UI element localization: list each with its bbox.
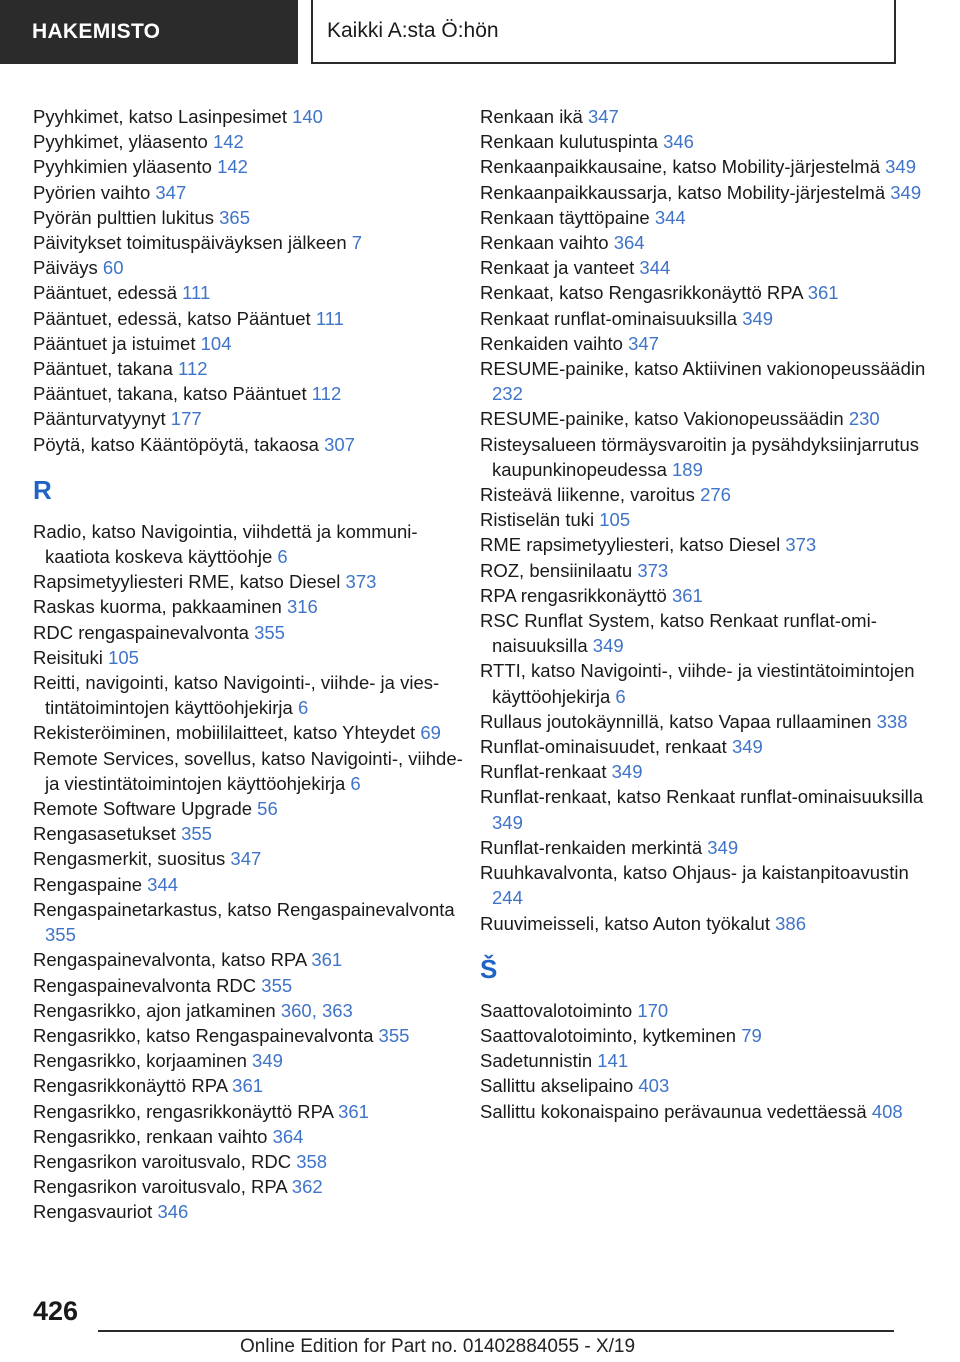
index-entry bbox=[480, 835, 930, 860]
index-entry-page-link[interactable]: 355 bbox=[45, 924, 76, 946]
index-entry bbox=[480, 104, 930, 129]
index-entry-page-link[interactable]: 361 bbox=[807, 282, 839, 304]
index-entry bbox=[33, 1199, 473, 1224]
index-entry-text: Renkaan kulutuspinta bbox=[480, 131, 664, 153]
index-entry bbox=[33, 796, 473, 821]
index-entry-text: Päänturvatyynyt bbox=[33, 408, 171, 430]
index-entry-page-link[interactable]: 189 bbox=[672, 458, 703, 480]
index-entry bbox=[480, 1073, 930, 1098]
index-entry-page-link[interactable]: 104 bbox=[200, 332, 232, 354]
index-entry-text: Rengaspainetarkastus, katso Rengaspainevalvonta bbox=[33, 898, 455, 920]
index-entry-page-link[interactable]: 347 bbox=[628, 332, 659, 354]
index-entry-page-link[interactable]: 347 bbox=[587, 106, 619, 127]
index-entry bbox=[33, 594, 473, 619]
index-entry-text: ROZ, bensiinilaatu bbox=[480, 559, 638, 581]
index-entry-page-link[interactable]: 361 bbox=[671, 584, 703, 606]
index-entry-page-link[interactable]: 6 bbox=[277, 546, 288, 568]
index-entry bbox=[33, 406, 473, 431]
index-entry bbox=[33, 846, 473, 871]
index-entry-text: Renkaanpaikkausaine, katso Mobility-järjestelmä bbox=[480, 156, 886, 178]
index-entry-text: Renkaat runflat-ominaisuuksilla bbox=[480, 307, 743, 329]
index-entry-text: Päivitykset toimituspäiväyksen jälkeen bbox=[33, 232, 352, 254]
index-entry-page-link[interactable]: 79 bbox=[741, 1024, 762, 1046]
index-entry-page-link[interactable]: 344 bbox=[654, 206, 686, 228]
index-entry-text: Pääntuet, takana, katso Pääntuet bbox=[33, 383, 312, 405]
section-tab-label: HAKEMISTO bbox=[0, 0, 298, 64]
index-entry bbox=[33, 897, 473, 947]
index-entry-text: Pöytä, katso Kääntöpöytä, takaosa bbox=[33, 433, 325, 455]
index-entry bbox=[480, 432, 930, 482]
index-entry bbox=[480, 306, 930, 331]
index-entry bbox=[33, 104, 473, 129]
index-entry-text: Renkaan täyttöpaine bbox=[480, 206, 655, 228]
index-entry-page-link[interactable]: 349 bbox=[707, 836, 739, 858]
index-entry-text: RTTI, katso Navigointi-, viihde- ja viestintätoimintojen käyttöohjekirja bbox=[480, 660, 915, 707]
index-entry-page-link[interactable]: 230 bbox=[848, 408, 880, 430]
index-entry-text: Runflat-renkaiden merkintä bbox=[480, 836, 708, 858]
index-entry-text: RPA rengasrikkonäyttö bbox=[480, 584, 672, 606]
index-entry bbox=[33, 872, 473, 897]
index-entry bbox=[33, 205, 473, 230]
page-number: 426 bbox=[33, 1296, 79, 1326]
index-entry-page-link[interactable]: 355 bbox=[378, 1024, 410, 1046]
index-entry bbox=[480, 482, 930, 507]
index-entry-text: Renkaan vaihto bbox=[480, 232, 614, 254]
index-entry-page-link[interactable]: 6 bbox=[297, 697, 309, 719]
index-entry bbox=[480, 784, 930, 834]
index-entry bbox=[480, 558, 930, 583]
page-header bbox=[0, 0, 960, 66]
index-entry bbox=[33, 154, 473, 179]
index-letter-heading: R bbox=[33, 474, 52, 505]
index-entry-page-link[interactable]: 408 bbox=[871, 1100, 903, 1122]
index-entry bbox=[33, 331, 473, 356]
index-entry bbox=[33, 1073, 473, 1098]
index-entry-page-link[interactable]: 361 bbox=[338, 1100, 369, 1122]
index-entry-text: Reisituki bbox=[33, 646, 109, 668]
footer-edition-text: Online Edition for Part no. 01402884055 - X/19 bbox=[240, 1336, 636, 1357]
index-entry-text: Rengasmerkit, suositus bbox=[33, 848, 231, 870]
index-entry bbox=[33, 569, 473, 594]
index-entry-text: Pyörän pulttien lukitus bbox=[33, 206, 220, 228]
index-entry-page-link[interactable]: 403 bbox=[638, 1075, 670, 1097]
index-entry bbox=[480, 709, 930, 734]
index-entry bbox=[480, 998, 930, 1023]
index-entry-text: Renkaan ikä bbox=[480, 106, 588, 127]
index-entry bbox=[33, 255, 473, 280]
index-entry bbox=[33, 519, 473, 569]
index-entry-page-link[interactable]: 56 bbox=[257, 798, 278, 820]
index-entry bbox=[33, 998, 473, 1023]
index-entry bbox=[480, 507, 930, 532]
index-entry bbox=[33, 670, 473, 720]
index-entry bbox=[33, 381, 473, 406]
index-entry-text: RESUME-painike, katso Vakionopeussäädin bbox=[480, 408, 849, 430]
index-entry bbox=[480, 280, 930, 305]
index-entry bbox=[33, 180, 473, 205]
index-entry-text: Remote Services, sovellus, katso Navigointi-, viihde- ja viestintätoimintojen käyttöohjekirja bbox=[33, 747, 463, 794]
index-entry-text: Renkaanpaikkaussarja, katso Mobility-järjestelmä bbox=[480, 181, 891, 203]
index-entry-text: Rapsimetyyliesteri RME, katso Diesel bbox=[33, 571, 346, 593]
index-entry-page-link[interactable]: 355 bbox=[181, 823, 212, 845]
index-entry-text: Remote Software Upgrade bbox=[33, 798, 258, 820]
index-entry-page-link[interactable]: 112 bbox=[178, 358, 208, 380]
index-entry-text: Rengasrikon varoitusvalo, RDC bbox=[33, 1150, 297, 1172]
footer-divider bbox=[98, 1330, 894, 1332]
index-entry-page-link[interactable]: 142 bbox=[217, 156, 248, 178]
index-entry bbox=[480, 734, 930, 759]
index-entry-page-link[interactable]: 362 bbox=[291, 1176, 323, 1198]
index-entry-text: RESUME-painike, katso Aktiivinen vakionopeussäädin bbox=[480, 358, 926, 380]
index-entry bbox=[33, 1023, 473, 1048]
index-entry-page-link[interactable]: 140 bbox=[292, 106, 323, 127]
index-entry-page-link[interactable]: 6 bbox=[615, 685, 626, 707]
index-entry-page-link[interactable]: 360, 363 bbox=[280, 999, 353, 1021]
index-entry bbox=[480, 205, 930, 230]
index-entry-text: Ruuvimeisseli, katso Auton työkalut bbox=[480, 912, 776, 934]
index-letter-heading: Š bbox=[480, 953, 498, 984]
index-entry-page-link[interactable]: 7 bbox=[351, 232, 363, 254]
index-entry-text: Rengasrikon varoitusvalo, RPA bbox=[33, 1176, 292, 1198]
index-entry-text: Risteysalueen törmäysvaroitin ja pysähdyksiinjarrutus kaupunkinopeudessa bbox=[480, 433, 920, 480]
index-entry-text: Päiväys bbox=[33, 257, 103, 279]
index-entry-page-link[interactable]: 349 bbox=[885, 156, 917, 178]
index-entry-page-link[interactable]: 346 bbox=[157, 1201, 189, 1223]
index-entry-text: Saattovalotoiminto bbox=[480, 999, 638, 1021]
index-entry bbox=[33, 620, 473, 645]
index-entry-text: Runflat-renkaat bbox=[480, 761, 612, 783]
index-entry-page-link[interactable]: 105 bbox=[599, 509, 631, 531]
index-entry-page-link[interactable]: 373 bbox=[345, 571, 377, 593]
index-entry-text: Pääntuet, edessä bbox=[33, 282, 183, 304]
index-entry-page-link[interactable]: 344 bbox=[147, 873, 179, 895]
index-entry bbox=[480, 129, 930, 154]
index-entry-text: Renkaat ja vanteet bbox=[480, 257, 640, 279]
index-entry-page-link[interactable]: 111 bbox=[182, 282, 211, 304]
index-entry-text: Sallittu kokonaispaino perävaunua vedettäessä bbox=[480, 1100, 872, 1122]
index-entry-text: RME rapsimetyyliesteri, katso Diesel bbox=[480, 534, 786, 556]
index-entry-page-link[interactable]: 316 bbox=[286, 596, 318, 618]
index-entry-page-link[interactable]: 361 bbox=[232, 1075, 264, 1097]
index-entry bbox=[480, 583, 930, 608]
index-entry-text: Rengaspaine bbox=[33, 873, 148, 895]
index-entry bbox=[33, 129, 473, 154]
index-entry-text: RDC rengaspainevalvonta bbox=[33, 621, 255, 643]
index-entry-text: Rengasrikko, katso Rengaspainevalvonta bbox=[33, 1024, 379, 1046]
index-entry-text: Rengasasetukset bbox=[33, 823, 182, 845]
index-entry-page-link[interactable]: 349 bbox=[592, 635, 624, 657]
index-entry-page-link[interactable]: 105 bbox=[108, 646, 139, 668]
index-entry-page-link[interactable]: 338 bbox=[876, 710, 908, 732]
index-entry-text: Rekisteröiminen, mobiililaitteet, katso Yhteydet bbox=[33, 722, 421, 744]
index-entry bbox=[33, 1099, 473, 1124]
index-entry-text: Rengasrikko, korjaaminen bbox=[33, 1050, 253, 1072]
index-entry-text: Sadetunnistin bbox=[480, 1050, 598, 1072]
index-entry-text: Rengasrikko, renkaan vaihto bbox=[33, 1125, 273, 1147]
index-entry-text: Ruuhkavalvonta, katso Ohjaus- ja kaistanpitoavustin bbox=[480, 862, 909, 884]
index-entry-text: Rengaspainevalvonta, katso RPA bbox=[33, 949, 312, 971]
index-entry-text: Raskas kuorma, pakkaaminen bbox=[33, 596, 287, 618]
index-entry-page-link[interactable]: 386 bbox=[775, 912, 806, 934]
index-entry-text: Saattovalotoiminto, kytkeminen bbox=[480, 1024, 742, 1046]
index-entry-text: Rengasrikko, rengasrikkonäyttö RPA bbox=[33, 1100, 339, 1122]
index-entry-text: Rullaus joutokäynnillä, katso Vapaa rullaaminen bbox=[480, 710, 877, 732]
index-entry-text: RSC Runflat System, katso Renkaat runflat-ominaisuuksilla bbox=[480, 610, 877, 657]
index-entry-page-link[interactable]: 112 bbox=[311, 383, 342, 405]
index-entry-page-link[interactable]: 276 bbox=[700, 484, 731, 506]
index-entry-text: Radio, katso Navigointia, viihdettä ja kommunikaatiota koskeva käyttöohje bbox=[33, 520, 418, 568]
index-column-right bbox=[480, 104, 930, 1124]
index-entry bbox=[33, 1174, 473, 1199]
index-entry bbox=[480, 658, 930, 708]
index-entry-page-link[interactable]: 232 bbox=[492, 383, 523, 405]
index-entry bbox=[480, 406, 930, 431]
index-entry bbox=[480, 860, 930, 910]
index-entry-page-link[interactable]: 347 bbox=[155, 181, 187, 203]
index-entry-text: Pyyhkimet, yläasento bbox=[33, 131, 213, 153]
index-entry bbox=[33, 280, 473, 305]
index-entry bbox=[33, 306, 473, 331]
index-entry-page-link[interactable]: 344 bbox=[639, 257, 671, 279]
index-entry-page-link[interactable]: 373 bbox=[637, 559, 669, 581]
index-entry-text: Renkaiden vaihto bbox=[480, 332, 629, 354]
index-entry-text: Rengasrikkonäyttö RPA bbox=[33, 1075, 233, 1097]
index-entry-text: Ristiselän tuki bbox=[480, 509, 600, 531]
index-entry-page-link[interactable]: 244 bbox=[492, 887, 523, 909]
index-entry bbox=[480, 1099, 930, 1124]
index-entry-text: Risteävä liikenne, varoitus bbox=[480, 484, 701, 506]
index-entry-page-link[interactable]: 349 bbox=[731, 736, 763, 758]
index-entry bbox=[33, 821, 473, 846]
index-entry bbox=[33, 720, 473, 745]
index-entry-text: Rengaspainevalvonta RDC bbox=[33, 974, 262, 996]
index-entry-page-link[interactable]: 349 bbox=[252, 1050, 283, 1072]
index-entry bbox=[33, 1149, 473, 1174]
index-entry bbox=[33, 947, 473, 972]
index-entry bbox=[33, 432, 473, 457]
index-entry bbox=[33, 1048, 473, 1073]
index-entry-page-link[interactable]: 358 bbox=[296, 1150, 328, 1172]
index-entry-page-link[interactable]: 373 bbox=[785, 534, 817, 556]
index-entry-page-link[interactable]: 60 bbox=[102, 257, 124, 279]
index-entry bbox=[33, 1124, 473, 1149]
index-entry-text: Pääntuet, takana bbox=[33, 358, 179, 380]
index-entry-text: Reitti, navigointi, katso Navigointi-, viihde- ja viestintätoimintojen käyttöohjekirja bbox=[33, 672, 440, 719]
index-entry bbox=[480, 230, 930, 255]
index-entry-page-link[interactable]: 364 bbox=[272, 1125, 304, 1147]
index-entry bbox=[480, 356, 930, 406]
index-entry bbox=[480, 180, 930, 205]
index-entry bbox=[480, 1048, 930, 1073]
index-entry bbox=[480, 331, 930, 356]
index-entry-text: Rengasrikko, ajon jatkaminen bbox=[33, 999, 281, 1021]
index-entry-page-link[interactable]: 365 bbox=[219, 206, 251, 228]
index-entry bbox=[480, 255, 930, 280]
index-entry bbox=[33, 230, 473, 255]
index-entry bbox=[480, 911, 930, 936]
section-title: Kaikki A:sta Ö:hön bbox=[311, 0, 896, 64]
index-entry bbox=[480, 759, 930, 784]
index-column-left bbox=[33, 104, 473, 1225]
index-entry bbox=[33, 645, 473, 670]
index-entry bbox=[33, 356, 473, 381]
index-entry bbox=[33, 746, 473, 796]
index-entry-page-link[interactable]: 349 bbox=[890, 181, 922, 203]
index-entry-page-link[interactable]: 349 bbox=[742, 307, 774, 329]
index-entry-text: Runflat-ominaisuudet, renkaat bbox=[480, 736, 732, 758]
index-entry-text: Rengasvauriot bbox=[33, 1201, 158, 1223]
index-entry-text: Pyyhkimien yläasento bbox=[33, 156, 218, 178]
index-entry-page-link[interactable]: 6 bbox=[350, 772, 361, 794]
index-entry bbox=[480, 532, 930, 557]
index-entry-page-link[interactable]: 347 bbox=[230, 848, 262, 870]
index-entry-page-link[interactable]: 355 bbox=[261, 974, 293, 996]
index-entry-text: Pääntuet ja istuimet bbox=[33, 332, 201, 354]
index-entry-page-link[interactable]: 355 bbox=[254, 621, 285, 643]
index-entry-page-link[interactable]: 141 bbox=[597, 1050, 629, 1072]
index-entry bbox=[480, 1023, 930, 1048]
index-entry-page-link[interactable]: 307 bbox=[324, 433, 355, 455]
index-entry-text: Pääntuet, edessä, katso Pääntuet bbox=[33, 307, 316, 329]
index-entry-text: Pyörien vaihto bbox=[33, 181, 156, 203]
index-entry-page-link[interactable]: 111 bbox=[315, 307, 344, 329]
index-entry-page-link[interactable]: 142 bbox=[212, 131, 244, 153]
index-entry bbox=[480, 608, 930, 658]
index-entry-page-link[interactable]: 349 bbox=[611, 761, 643, 783]
index-entry bbox=[33, 973, 473, 998]
index-entry bbox=[480, 154, 930, 179]
index-entry-page-link[interactable]: 346 bbox=[663, 131, 694, 153]
index-entry-text: Sallittu akselipaino bbox=[480, 1075, 639, 1097]
index-entry-page-link[interactable]: 364 bbox=[613, 232, 645, 254]
index-entry-page-link[interactable]: 177 bbox=[170, 408, 202, 430]
index-entry-page-link[interactable]: 69 bbox=[420, 722, 441, 744]
index-entry-text: Runflat-renkaat, katso Renkaat runflat-ominaisuuksilla bbox=[480, 786, 924, 808]
index-entry-page-link[interactable]: 361 bbox=[311, 949, 343, 971]
index-entry-text: Renkaat, katso Rengasrikkonäyttö RPA bbox=[480, 282, 808, 304]
index-entry-page-link[interactable]: 349 bbox=[492, 811, 523, 833]
index-entry-text: Pyyhkimet, katso Lasinpesimet bbox=[33, 106, 293, 127]
index-entry-page-link[interactable]: 170 bbox=[637, 999, 669, 1021]
